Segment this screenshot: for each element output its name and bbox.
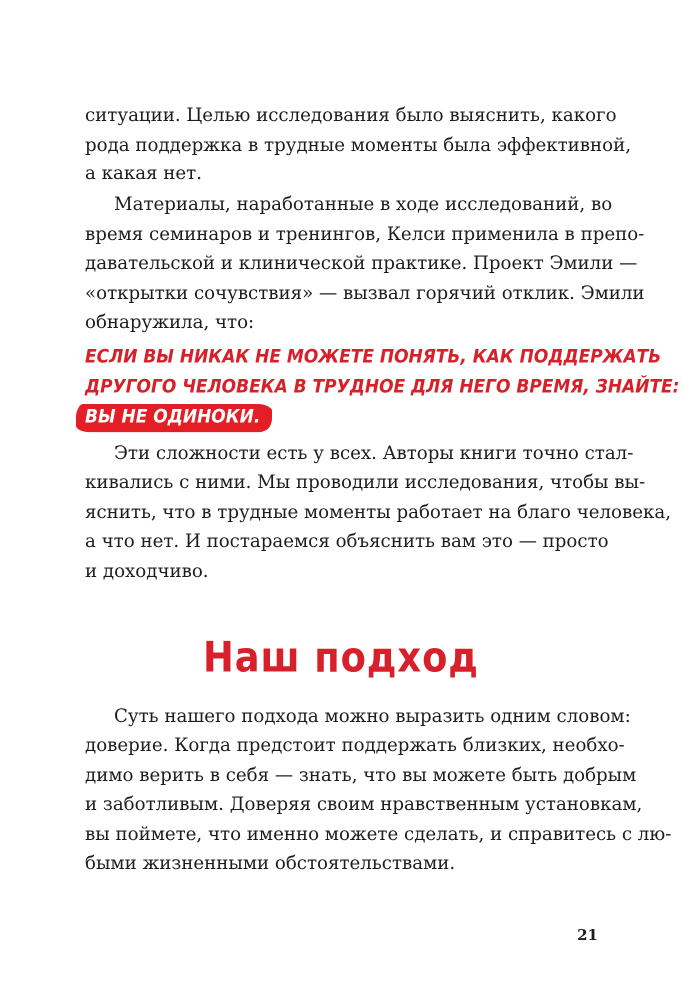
paragraph-2-line-4: «открытки сочувствия» — вызвал горячий отклик. Эмили (85, 283, 645, 304)
paragraph-1-line-2: рода поддержка в трудные моменты была эффективной, (85, 135, 632, 156)
paragraph-1-line-1: ситуации. Целью исследования было выяснить, какого (85, 105, 617, 126)
paragraph-2-line-3: давательской и клинической практике. Проект Эмили — (85, 253, 638, 274)
paragraph-4-line-4: и заботливым. Доверяя своим нравственным установкам, (85, 794, 643, 815)
paragraph-2-line-1: Материалы, наработанные в ходе исследований, во (114, 194, 613, 215)
paragraph-4-line-5: вы поймете, что именно можете сделать, и справитесь с лю- (85, 824, 672, 845)
paragraph-3-line-1: Эти сложности есть у всех. Авторы книги точно стал- (114, 443, 634, 464)
paragraph-3-line-4: а что нет. И постараемся объяснить вам это — просто (85, 531, 609, 552)
paragraph-4-line-3: димо верить в себя — знать, что вы можете быть добрым (85, 765, 637, 786)
paragraph-2-line-5: обнаружила, что: (85, 312, 255, 333)
callout-line-2: ДРУГОГО ЧЕЛОВЕКА В ТРУДНОЕ ДЛЯ НЕГО ВРЕМЯ, ЗНАЙТЕ: (85, 376, 680, 398)
callout-line-1: ЕСЛИ ВЫ НИКАК НЕ МОЖЕТЕ ПОНЯТЬ, КАК ПОДДЕРЖАТЬ (85, 346, 662, 368)
paragraph-3-line-2: кивались с ними. Мы проводили исследования, чтобы вы- (85, 472, 646, 493)
paragraph-4-line-1: Суть нашего подхода можно выразить одним словом: (114, 706, 631, 727)
paragraph-3-line-3: яснить, что в трудные моменты работает на благо человека, (85, 502, 671, 523)
paragraph-4-line-2: доверие. Когда предстоит поддержать близких, необхо- (85, 735, 625, 756)
callout-highlight: ВЫ НЕ ОДИНОКИ. (77, 404, 270, 430)
paragraph-4-line-6: быми жизненными обстоятельствами. (85, 853, 456, 874)
paragraph-2-line-2: время семинаров и тренингов, Келси применила в препо- (85, 224, 645, 245)
page-number: 21 (577, 926, 598, 944)
paragraph-1-line-3: а какая нет. (85, 163, 203, 184)
section-heading: Наш подход (203, 633, 479, 683)
callout-line-3 (85, 404, 598, 430)
paragraph-3-line-5: и доходчиво. (85, 561, 209, 582)
